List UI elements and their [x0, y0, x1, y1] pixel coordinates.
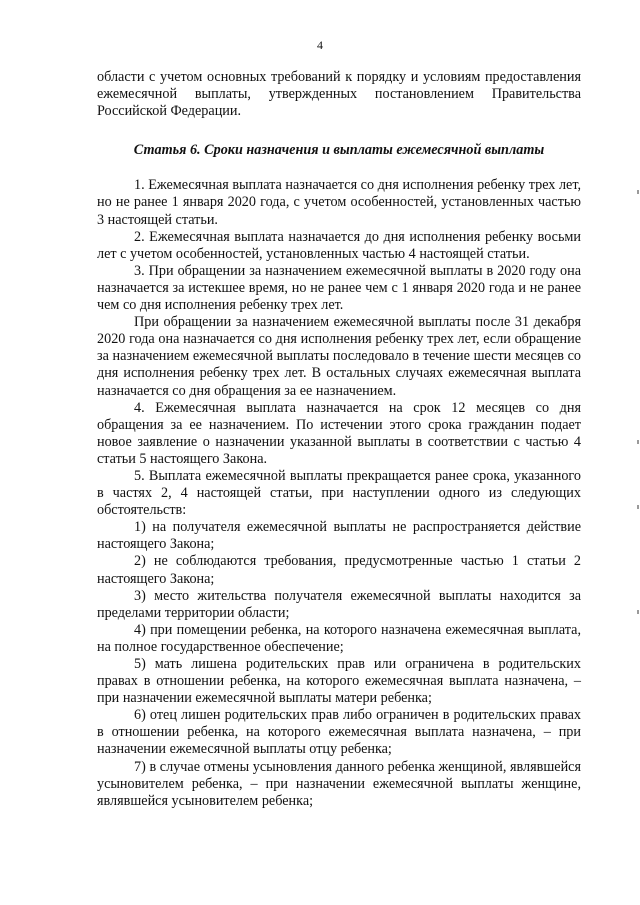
document-body [97, 69, 581, 810]
list-item-7: 7) в случае отмены усыновления данного ребенка женщиной, являвшейся усыновителем ребенка, – при назначении ежемесячной выплаты женщине, являвшейся усыновителем ребенка; [97, 758, 581, 809]
list-item-3: 3) место жительства получателя ежемесячной выплаты находится за пределами территории области; [97, 587, 581, 621]
paragraph-5: 5. Выплата ежемесячной выплаты прекращается ранее срока, указанного в частях 2, 4 настоящей статьи, при наступлении одного из следующих обстоятельств: [97, 467, 581, 519]
paragraph-3-continued: При обращении за назначением ежемесячной выплаты после 31 декабря 2020 года она назначается со дня исполнения ребенку трех лет, если обращение за назначением ежемесячной выплаты последовало в течение шести месяцев со дня исполнения ребенку трех лет. В остальных случаях ежемесячная выплата назначается со дня обращения за ее назначением. [97, 314, 581, 399]
list-item-2: 2) не соблюдаются требования, предусмотренные частью 1 статьи 2 настоящего Закона; [97, 553, 581, 587]
paragraph-1: 1. Ежемесячная выплата назначается со дня исполнения ребенку трех лет, но не ранее 1 января 2020 года, с учетом особенностей, установленных частью 3 настоящей статьи. [97, 177, 582, 228]
paragraph-3: 3. При обращении за назначением ежемесячной выплаты в 2020 году она назначается за истекшее время, но не ранее чем с 1 января 2020 года и не ранее чем со дня исполнения ребенку трех лет. [97, 262, 581, 314]
intro-paragraph: области с учетом основных требований к порядку и условиям предоставления ежемесячной выплаты, утвержденных постановлением Правительства Российской Федерации. [97, 69, 581, 120]
list-item-6: 6) отец лишен родительских прав либо ограничен в родительских правах в отношении ребенка, на которого ежемесячная выплата назначена, – при назначении ежемесячной выплаты отцу ребенка; [97, 707, 581, 758]
paragraph-2: 2. Ежемесячная выплата назначается до дня исполнения ребенку восьми лет с учетом особенностей, установленных частью 4 настоящей статьи. [97, 228, 581, 262]
article-heading: Статья 6. Сроки назначения и выплаты ежемесячной выплаты [133, 142, 545, 159]
list-item-4: 4) при помещении ребенка, на которого назначена ежемесячная выплата, на полное государственное обеспечение; [97, 621, 581, 655]
list-item-1: 1) на получателя ежемесячной выплаты не распространяется действие настоящего Закона; [97, 519, 581, 553]
page-number: 4 [317, 38, 323, 52]
scan-edge-marks [636, 0, 640, 905]
list-item-5: 5) мать лишена родительских прав или ограничена в родительских правах в отношении ребенка, на которого ежемесячная выплата назначена, – при назначении ежемесячной выплаты матери ребенка; [97, 656, 581, 707]
paragraph-4: 4. Ежемесячная выплата назначается на срок 12 месяцев со дня обращения за ее назначением. По истечении этого срока гражданин подает новое заявление о назначении указанной выплаты в соответствии с частью 4 статьи 5 настоящего Закона. [97, 399, 581, 467]
